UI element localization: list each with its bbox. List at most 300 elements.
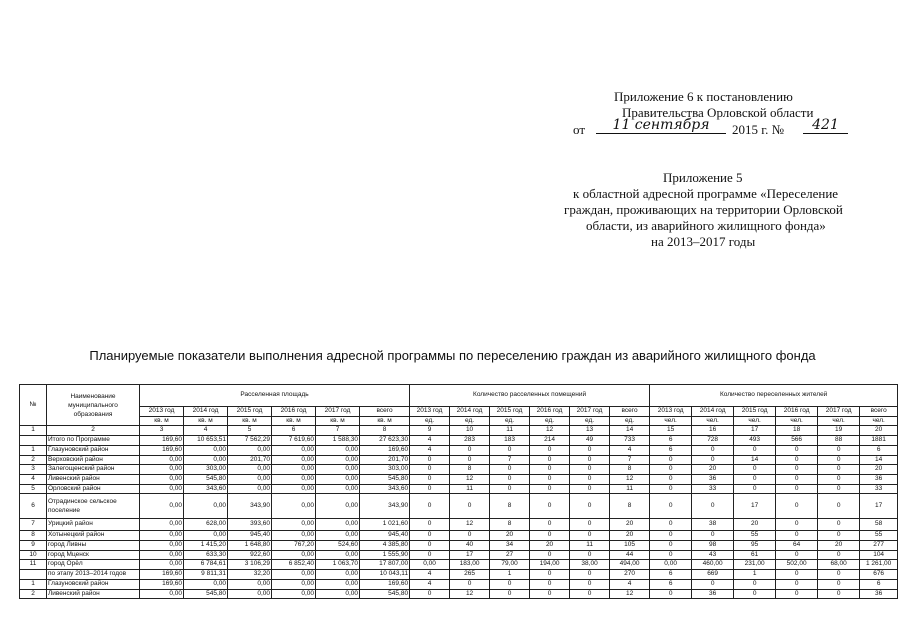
data-cell: 6 (650, 570, 692, 580)
year-header: 2013 год (650, 407, 692, 417)
data-cell: 0,00 (184, 579, 228, 589)
data-cell: 0,00 (140, 474, 184, 484)
data-cell: 0 (530, 519, 570, 531)
data-cell: 343,90 (228, 494, 272, 519)
unit-header: ед. (530, 416, 570, 426)
data-cell: 0 (570, 579, 610, 589)
from-prefix: от (573, 122, 586, 137)
data-cell: 98 (692, 541, 734, 551)
handwritten-number: 421 (803, 117, 848, 134)
data-cell: 8 (610, 465, 650, 475)
data-cell: 0 (490, 589, 530, 599)
data-cell: 524,60 (316, 541, 360, 551)
data-cell: 0 (818, 445, 860, 455)
unit-header: чел. (692, 416, 734, 426)
data-cell: 0,00 (272, 494, 316, 519)
data-cell: 43 (692, 550, 734, 560)
data-cell: 0 (692, 455, 734, 465)
data-cell: 169,60 (140, 445, 184, 455)
appendix5-line1: Приложение 5 (663, 170, 743, 185)
data-cell: 0,00 (184, 455, 228, 465)
data-cell: 0 (818, 494, 860, 519)
data-cell: 0 (818, 579, 860, 589)
year-number-text: 2015 г. № (732, 122, 785, 137)
data-cell: 7 (490, 455, 530, 465)
data-cell: 7 (610, 455, 650, 465)
data-cell: 270 (610, 570, 650, 580)
data-cell: 0 (490, 579, 530, 589)
data-cell: 0 (570, 494, 610, 519)
year-header: всего (360, 407, 410, 417)
unit-header: кв. м (228, 416, 272, 426)
data-cell: 0,00 (316, 484, 360, 494)
data-cell: 1881 (860, 436, 898, 446)
group-people-header: Количество переселенных жителей (650, 385, 898, 407)
appendix5-line2: к областной адресной программе «Переселение (573, 186, 839, 201)
unit-header: кв. м (360, 416, 410, 426)
unit-header: ед. (570, 416, 610, 426)
data-cell: 27 (490, 550, 530, 560)
row-name: Урицкий район (47, 519, 140, 531)
data-cell: 0 (776, 570, 818, 580)
data-cell: 676 (860, 570, 898, 580)
data-cell: 0 (734, 474, 776, 484)
column-number: 1 (20, 426, 47, 436)
data-cell: 0 (734, 579, 776, 589)
col-no-header: № (20, 385, 47, 426)
years-row (20, 407, 898, 417)
row-name: Ливенский район (47, 474, 140, 484)
data-cell: 922,60 (228, 550, 272, 560)
row-number: 2 (20, 455, 47, 465)
table-row (20, 579, 898, 589)
data-cell: 0,00 (140, 550, 184, 560)
data-cell: 4 (410, 579, 450, 589)
row-number: 8 (20, 531, 47, 541)
data-cell: 55 (734, 531, 776, 541)
data-cell: 36 (860, 474, 898, 484)
data-cell: 7 619,60 (272, 436, 316, 446)
year-header: 2017 год (570, 407, 610, 417)
col-name-header: Наименование муниципального образования (47, 385, 140, 426)
data-cell: 6 (860, 445, 898, 455)
year-header: 2016 год (776, 407, 818, 417)
data-cell: 79,00 (490, 560, 530, 570)
data-cell: 460,00 (692, 560, 734, 570)
data-cell: 4 (410, 445, 450, 455)
year-header: 2015 год (734, 407, 776, 417)
data-cell: 0 (490, 465, 530, 475)
group-area-header: Расселенная площадь (140, 385, 410, 407)
appendix6-line: Приложение 6 к постановлению (614, 89, 793, 104)
data-cell: 0,00 (140, 465, 184, 475)
data-cell: 303,00 (360, 465, 410, 475)
data-cell: 0 (530, 445, 570, 455)
row-name: город Ливны (47, 541, 140, 551)
data-cell: 343,60 (360, 484, 410, 494)
data-cell: 0,00 (140, 541, 184, 551)
data-cell: 0 (650, 589, 692, 599)
row-number (20, 570, 47, 580)
table-row (20, 541, 898, 551)
data-cell: 0,00 (184, 531, 228, 541)
row-name: Залегощенский район (47, 465, 140, 475)
data-cell: 0 (450, 494, 490, 519)
data-cell: 17 (734, 494, 776, 519)
data-cell: 0,00 (272, 550, 316, 560)
unit-header: кв. м (140, 416, 184, 426)
column-number: 8 (360, 426, 410, 436)
unit-header: ед. (490, 416, 530, 426)
column-number: 19 (818, 426, 860, 436)
data-cell: 0 (776, 494, 818, 519)
data-cell: 0 (530, 589, 570, 599)
data-cell: 4 (610, 445, 650, 455)
row-number: 5 (20, 484, 47, 494)
data-cell: 633,30 (184, 550, 228, 560)
data-cell: 1 648,80 (228, 541, 272, 551)
data-cell: 0,00 (140, 519, 184, 531)
data-cell: 0,00 (140, 494, 184, 519)
data-cell: 4 385,80 (360, 541, 410, 551)
data-cell: 0,00 (272, 445, 316, 455)
data-cell: 0 (530, 579, 570, 589)
data-cell: 0 (530, 531, 570, 541)
data-cell: 0,00 (316, 519, 360, 531)
data-cell: 0 (818, 570, 860, 580)
row-name: Итого по Программе (47, 436, 140, 446)
data-cell: 6 852,40 (272, 560, 316, 570)
column-number: 5 (228, 426, 272, 436)
column-number: 6 (272, 426, 316, 436)
data-cell: 1 063,70 (316, 560, 360, 570)
data-cell: 20 (692, 465, 734, 475)
data-cell: 3 106,29 (228, 560, 272, 570)
data-cell: 20 (490, 531, 530, 541)
column-number: 2 (47, 426, 140, 436)
row-number: 2 (20, 589, 47, 599)
row-number: 4 (20, 474, 47, 484)
data-cell: 628,00 (184, 519, 228, 531)
data-cell: 0 (650, 465, 692, 475)
data-cell: 502,00 (776, 560, 818, 570)
data-cell: 0,00 (228, 579, 272, 589)
row-number: 3 (20, 465, 47, 475)
data-cell: 0 (818, 531, 860, 541)
data-cell: 0,00 (184, 445, 228, 455)
table-row (20, 531, 898, 541)
row-number: 7 (20, 519, 47, 531)
column-number: 11 (490, 426, 530, 436)
units-row (20, 416, 898, 426)
data-cell: 493 (734, 436, 776, 446)
column-number: 20 (860, 426, 898, 436)
data-cell: 0 (570, 445, 610, 455)
data-cell: 6 (860, 579, 898, 589)
column-number: 14 (610, 426, 650, 436)
data-cell: 1 021,60 (360, 519, 410, 531)
data-cell: 1 415,20 (184, 541, 228, 551)
data-cell: 0 (734, 465, 776, 475)
data-cell: 0 (570, 531, 610, 541)
data-cell: 17 (860, 494, 898, 519)
data-cell: 0,00 (272, 579, 316, 589)
data-cell: 20 (818, 541, 860, 551)
data-cell: 20 (610, 531, 650, 541)
data-cell: 0 (410, 474, 450, 484)
data-cell: 0 (530, 484, 570, 494)
year-header: 2017 год (316, 407, 360, 417)
data-cell: 0,00 (272, 455, 316, 465)
data-cell: 0,00 (272, 474, 316, 484)
row-name: Отрадинское сельское поселение (47, 494, 140, 519)
data-cell: 0 (818, 474, 860, 484)
unit-header: ед. (610, 416, 650, 426)
data-cell: 9 811,31 (184, 570, 228, 580)
data-cell: 733 (610, 436, 650, 446)
data-cell: 0 (650, 541, 692, 551)
data-cell: 0,00 (316, 465, 360, 475)
data-cell: 0 (410, 455, 450, 465)
data-cell: 0 (650, 550, 692, 560)
data-cell: 36 (692, 589, 734, 599)
data-cell: 0,00 (140, 484, 184, 494)
data-cell: 11 (450, 484, 490, 494)
data-cell: 0 (410, 519, 450, 531)
data-cell: 58 (860, 519, 898, 531)
data-cell: 1 (490, 570, 530, 580)
data-cell: 0 (650, 519, 692, 531)
unit-header: чел. (734, 416, 776, 426)
table-row (20, 494, 898, 519)
data-cell: 17 (450, 550, 490, 560)
data-cell: 34 (490, 541, 530, 551)
unit-header: ед. (450, 416, 490, 426)
data-cell: 0,00 (272, 531, 316, 541)
data-cell: 0 (570, 550, 610, 560)
data-cell: 183,00 (450, 560, 490, 570)
data-cell: 0 (530, 474, 570, 484)
data-cell: 0 (410, 550, 450, 560)
table-row (20, 455, 898, 465)
data-cell: 0,00 (272, 589, 316, 599)
data-cell: 265 (450, 570, 490, 580)
data-cell: 169,60 (360, 579, 410, 589)
data-cell: 0 (776, 579, 818, 589)
row-number (20, 436, 47, 446)
column-number: 9 (410, 426, 450, 436)
year-header: 2013 год (140, 407, 184, 417)
data-cell: 1 (734, 570, 776, 580)
data-cell: 40 (450, 541, 490, 551)
data-cell: 214 (530, 436, 570, 446)
data-cell: 0,00 (316, 579, 360, 589)
data-cell: 0 (776, 445, 818, 455)
row-name: по этапу 2013–2014 годов (47, 570, 140, 580)
year-header: 2014 год (184, 407, 228, 417)
data-cell: 545,80 (184, 474, 228, 484)
data-cell: 0 (410, 494, 450, 519)
row-number: 11 (20, 560, 47, 570)
data-cell: 767,20 (272, 541, 316, 551)
data-cell: 0,00 (140, 455, 184, 465)
data-cell: 12 (610, 474, 650, 484)
data-cell: 0 (650, 484, 692, 494)
data-cell: 17 807,00 (360, 560, 410, 570)
data-cell: 545,80 (184, 589, 228, 599)
data-cell: 393,60 (228, 519, 272, 531)
table-row (20, 474, 898, 484)
row-name: Хотынецкий район (47, 531, 140, 541)
data-cell: 0 (734, 484, 776, 494)
data-cell: 0 (450, 579, 490, 589)
data-cell: 0,00 (140, 589, 184, 599)
data-cell: 945,40 (360, 531, 410, 541)
unit-header: ед. (410, 416, 450, 426)
data-cell: 1 588,30 (316, 436, 360, 446)
data-cell: 8 (450, 465, 490, 475)
column-number: 17 (734, 426, 776, 436)
data-cell: 0 (692, 579, 734, 589)
data-cell: 566 (776, 436, 818, 446)
data-cell: 0 (734, 445, 776, 455)
data-cell: 49 (570, 436, 610, 446)
data-cell: 0,00 (316, 455, 360, 465)
data-cell: 169,60 (140, 436, 184, 446)
data-cell: 0,00 (228, 484, 272, 494)
data-cell: 4 (610, 579, 650, 589)
row-name: Верховский район (47, 455, 140, 465)
data-cell: 0 (776, 589, 818, 599)
data-cell: 0 (650, 474, 692, 484)
year-header: 2013 год (410, 407, 450, 417)
data-cell: 38,00 (570, 560, 610, 570)
column-number: 3 (140, 426, 184, 436)
data-cell: 0 (650, 531, 692, 541)
data-cell: 1 261,00 (860, 560, 898, 570)
data-cell: 169,60 (360, 445, 410, 455)
year-header: 2015 год (490, 407, 530, 417)
data-cell: 0 (818, 484, 860, 494)
indicators-table (19, 384, 898, 599)
year-header: всего (860, 407, 898, 417)
data-cell: 0 (570, 589, 610, 599)
group-rooms-header: Количество расселенных помещений (410, 385, 650, 407)
table-row (20, 445, 898, 455)
unit-header: чел. (818, 416, 860, 426)
data-cell: 545,80 (360, 589, 410, 599)
data-cell: 0,00 (316, 550, 360, 560)
data-cell: 20 (860, 465, 898, 475)
table-body (20, 436, 898, 599)
data-cell: 0,00 (184, 494, 228, 519)
data-cell: 545,80 (360, 474, 410, 484)
appendix5-line5: на 2013–2017 годы (651, 234, 756, 249)
data-cell: 0 (570, 474, 610, 484)
data-cell: 44 (610, 550, 650, 560)
data-cell: 0 (818, 519, 860, 531)
year-header: 2014 год (450, 407, 490, 417)
data-cell: 33 (692, 484, 734, 494)
data-cell: 4 (410, 570, 450, 580)
data-cell: 0,00 (140, 560, 184, 570)
data-cell: 14 (860, 455, 898, 465)
row-number: 9 (20, 541, 47, 551)
column-number: 10 (450, 426, 490, 436)
data-cell: 68,00 (818, 560, 860, 570)
data-cell: 0,00 (650, 560, 692, 570)
data-cell: 0 (692, 445, 734, 455)
data-cell: 0,00 (140, 531, 184, 541)
table-row (20, 484, 898, 494)
column-number: 16 (692, 426, 734, 436)
data-cell: 0 (650, 494, 692, 519)
row-name: Орловский район (47, 484, 140, 494)
row-name: Глазуновский район (47, 445, 140, 455)
data-cell: 0 (570, 519, 610, 531)
data-cell: 11 (610, 484, 650, 494)
data-cell: 6 (650, 445, 692, 455)
data-cell: 169,60 (140, 579, 184, 589)
data-cell: 945,40 (228, 531, 272, 541)
data-cell: 283 (450, 436, 490, 446)
year-header: 2015 год (228, 407, 272, 417)
data-cell: 0 (450, 531, 490, 541)
data-cell: 0 (530, 570, 570, 580)
data-cell: 0 (570, 465, 610, 475)
table-row (20, 589, 898, 599)
data-cell: 0 (490, 474, 530, 484)
data-cell: 194,00 (530, 560, 570, 570)
data-cell: 728 (692, 436, 734, 446)
data-cell: 0 (570, 484, 610, 494)
data-cell: 0 (490, 445, 530, 455)
data-cell: 7 562,29 (228, 436, 272, 446)
data-cell: 0 (530, 550, 570, 560)
data-cell: 88 (818, 436, 860, 446)
column-number: 7 (316, 426, 360, 436)
data-cell: 0 (570, 570, 610, 580)
data-cell: 0 (410, 589, 450, 599)
data-cell: 0 (450, 455, 490, 465)
data-cell: 12 (450, 589, 490, 599)
unit-header: кв. м (272, 416, 316, 426)
appendix5-line3: граждан, проживающих на территории Орловской (564, 202, 843, 217)
data-cell: 55 (860, 531, 898, 541)
column-number: 13 (570, 426, 610, 436)
data-cell: 494,00 (610, 560, 650, 570)
data-cell: 8 (490, 519, 530, 531)
row-number: 1 (20, 445, 47, 455)
year-header: 2016 год (272, 407, 316, 417)
government-line: Правительства Орловской области (622, 105, 814, 120)
data-cell: 10 653,51 (184, 436, 228, 446)
data-cell: 6 (650, 436, 692, 446)
appendix5-line4: области, из аварийного жилищного фонда» (586, 218, 826, 233)
data-cell: 61 (734, 550, 776, 560)
data-cell: 0,00 (272, 484, 316, 494)
year-header: всего (610, 407, 650, 417)
data-cell: 33 (860, 484, 898, 494)
data-cell: 343,90 (360, 494, 410, 519)
data-cell: 12 (450, 474, 490, 484)
data-cell: 0 (818, 455, 860, 465)
data-cell: 0,00 (272, 570, 316, 580)
data-cell: 8 (490, 494, 530, 519)
data-cell: 0,00 (316, 445, 360, 455)
table-row (20, 519, 898, 531)
data-cell: 0 (650, 455, 692, 465)
